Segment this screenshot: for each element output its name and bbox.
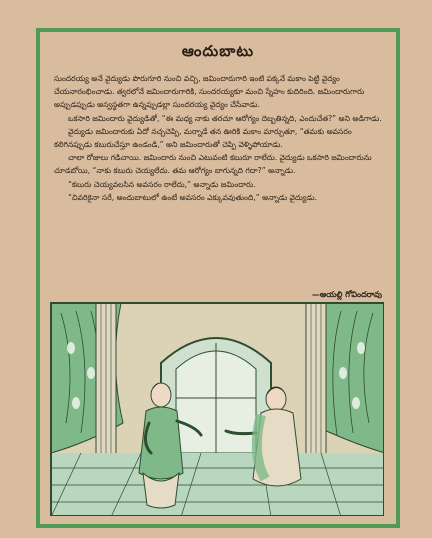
story-title: ఆందుబాటు [181, 42, 255, 60]
story-illustration [50, 302, 384, 516]
paragraph-2: ఒకసారి జమిందారు వైద్యుడితో, “ఈ మధ్య నాకు తరచూ ఆరోగ్యం దెబ్బతిన్నది, ఎందుచేత?” అని అడిగాడు. [68, 113, 382, 123]
paragraph-5: “కబురు చెయ్యవలసిన అవసరం రాలేదు,” అన్నాడు జమిందారు. [68, 179, 256, 189]
author-signature: —అయల్లి గోవిందరావు [311, 290, 382, 299]
paragraph-1: సుందరయ్య అనే వైద్యుడు పొరుగూరి నుంచి వచ్చి, జమిందారుగారి ఇంటి పక్కనే మకాం పెట్టి వైద్యం చేయనారంభించాడు. త్వరలోనే జమిందారుగారికి, సుందరయ్యకూ మంచి స్నేహం కుదిరింది. జమిందారుగారు అప్పుడప్పుడు అస్వస్థతగా ఉన్నప్పుడల్లా సుందరయ్య వైద్యం చేసేవాడు. [54, 74, 365, 110]
paragraph-4: చాలా రోజులు గడిచాయి. జమిందారు నుంచి ఎటువంటి కబురూ రాలేదు. వైద్యుడు ఒకసారి జమిందారును చూడబోయి, “నాకు కబురు చెయ్యలేదు. తమ ఆరోగ్యం బాగున్నది గదా?” అన్నాడు. [54, 153, 372, 176]
paragraph-3: వైద్యుడు జమిందారుకు ఏదో నచ్చచెప్పి, మర్నాడే తన ఊరికి మకాం మార్చుతూ, “తమకు అవసరం కలిగినప్పుడు కబురుచేస్తూ ఉండండి,” అని జమిందారుతో చెప్పి వెళ్ళిపోయాడు. [54, 126, 352, 150]
illustration-svg [51, 303, 384, 516]
paragraph-6: “చివరికైనా సరే, అందుబాటులో ఉంటే అవసరం ఎక్కువవుతుంది,” అన్నాడు వైద్యుడు. [68, 192, 317, 202]
story-body [54, 72, 382, 204]
